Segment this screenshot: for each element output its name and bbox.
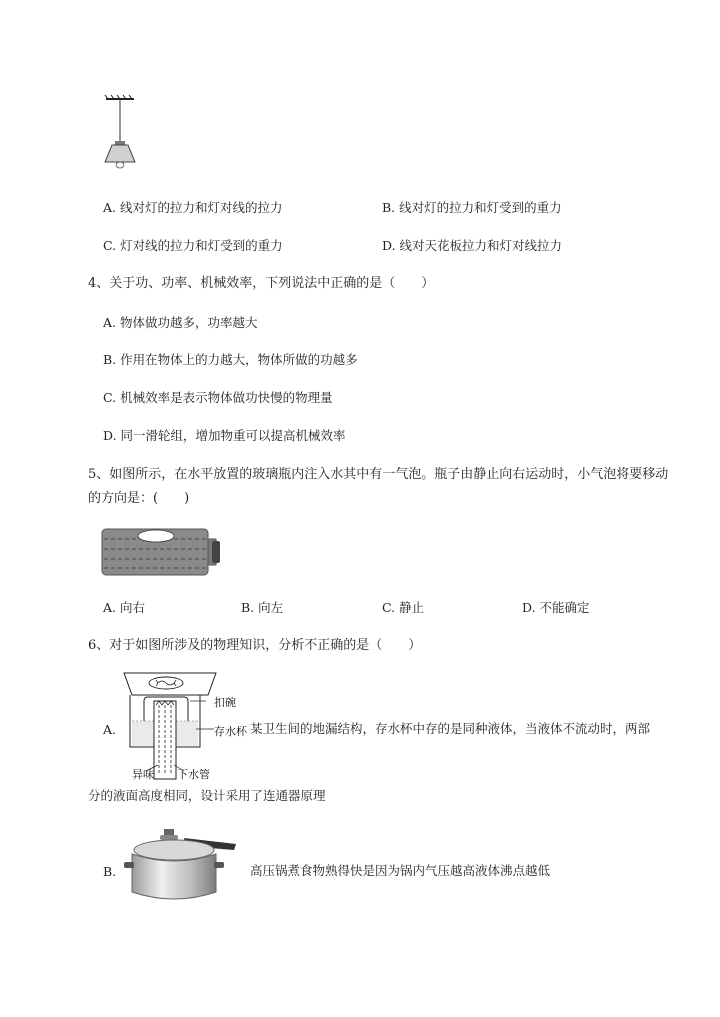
q4-option-d[interactable]: D. 同一滑轮组，增加物重可以提高机械效率 <box>103 428 346 443</box>
q5-option-b[interactable]: B. 向左 <box>241 600 284 615</box>
q6-option-a-label[interactable]: A. <box>103 722 117 737</box>
q6-option-b-label[interactable]: B. <box>103 864 117 879</box>
q4-option-c[interactable]: C. 机械效率是表示物体做功快慢的物理量 <box>103 390 333 405</box>
drain-label-cup: 存水杯 <box>214 725 247 738</box>
q3-option-d[interactable]: D. 线对天花板拉力和灯对线拉力 <box>382 238 563 253</box>
floor-drain-figure <box>118 671 218 781</box>
q5-stem-line1: 5、如图所示，在水平放置的玻璃瓶内注入水其中有一气泡。瓶子由静止向右运动时，小气泡将要移动 <box>88 467 669 482</box>
q6-option-a-text-line2: 分的液面高度相同，设计采用了连通器原理 <box>88 788 326 803</box>
q6-option-b-text: 高压锅煮食物熟得快是因为锅内气压越高液体沸点越低 <box>250 863 551 878</box>
q3-option-b[interactable]: B. 线对灯的拉力和灯受到的重力 <box>382 200 562 215</box>
q6-stem: 6、对于如图所涉及的物理知识，分析不正确的是（ ） <box>88 638 422 653</box>
drain-label-pipe: 下水管 <box>177 768 210 781</box>
drain-label-cover: 扣碗 <box>214 696 236 709</box>
q3-option-a[interactable]: A. 线对灯的拉力和灯对线的拉力 <box>103 200 283 215</box>
q5-option-a[interactable]: A. 向右 <box>103 600 145 615</box>
q6-option-a-text-line1: 某卫生间的地漏结构，存水杯中存的是同种液体，当液体不流动时，两部 <box>250 721 651 736</box>
q3-option-c[interactable]: C. 灯对线的拉力和灯受到的重力 <box>103 238 283 253</box>
drain-label-odor: 异味 <box>132 768 154 781</box>
q4-stem: 4、关于功、功率、机械效率，下列说法中正确的是（ ） <box>88 276 435 291</box>
q4-option-b[interactable]: B. 作用在物体上的力越大，物体所做的功越多 <box>103 352 358 367</box>
q5-stem-line2: 的方向是：( ) <box>88 491 190 506</box>
bottle-bubble-figure <box>100 523 224 579</box>
q4-option-a[interactable]: A. 物体做功越多，功率越大 <box>103 315 258 330</box>
q5-option-c[interactable]: C. 静止 <box>382 600 425 615</box>
q5-option-d[interactable]: D. 不能确定 <box>522 600 590 615</box>
pressure-cooker-figure <box>124 826 240 906</box>
hanging-lamp-figure <box>100 94 144 174</box>
